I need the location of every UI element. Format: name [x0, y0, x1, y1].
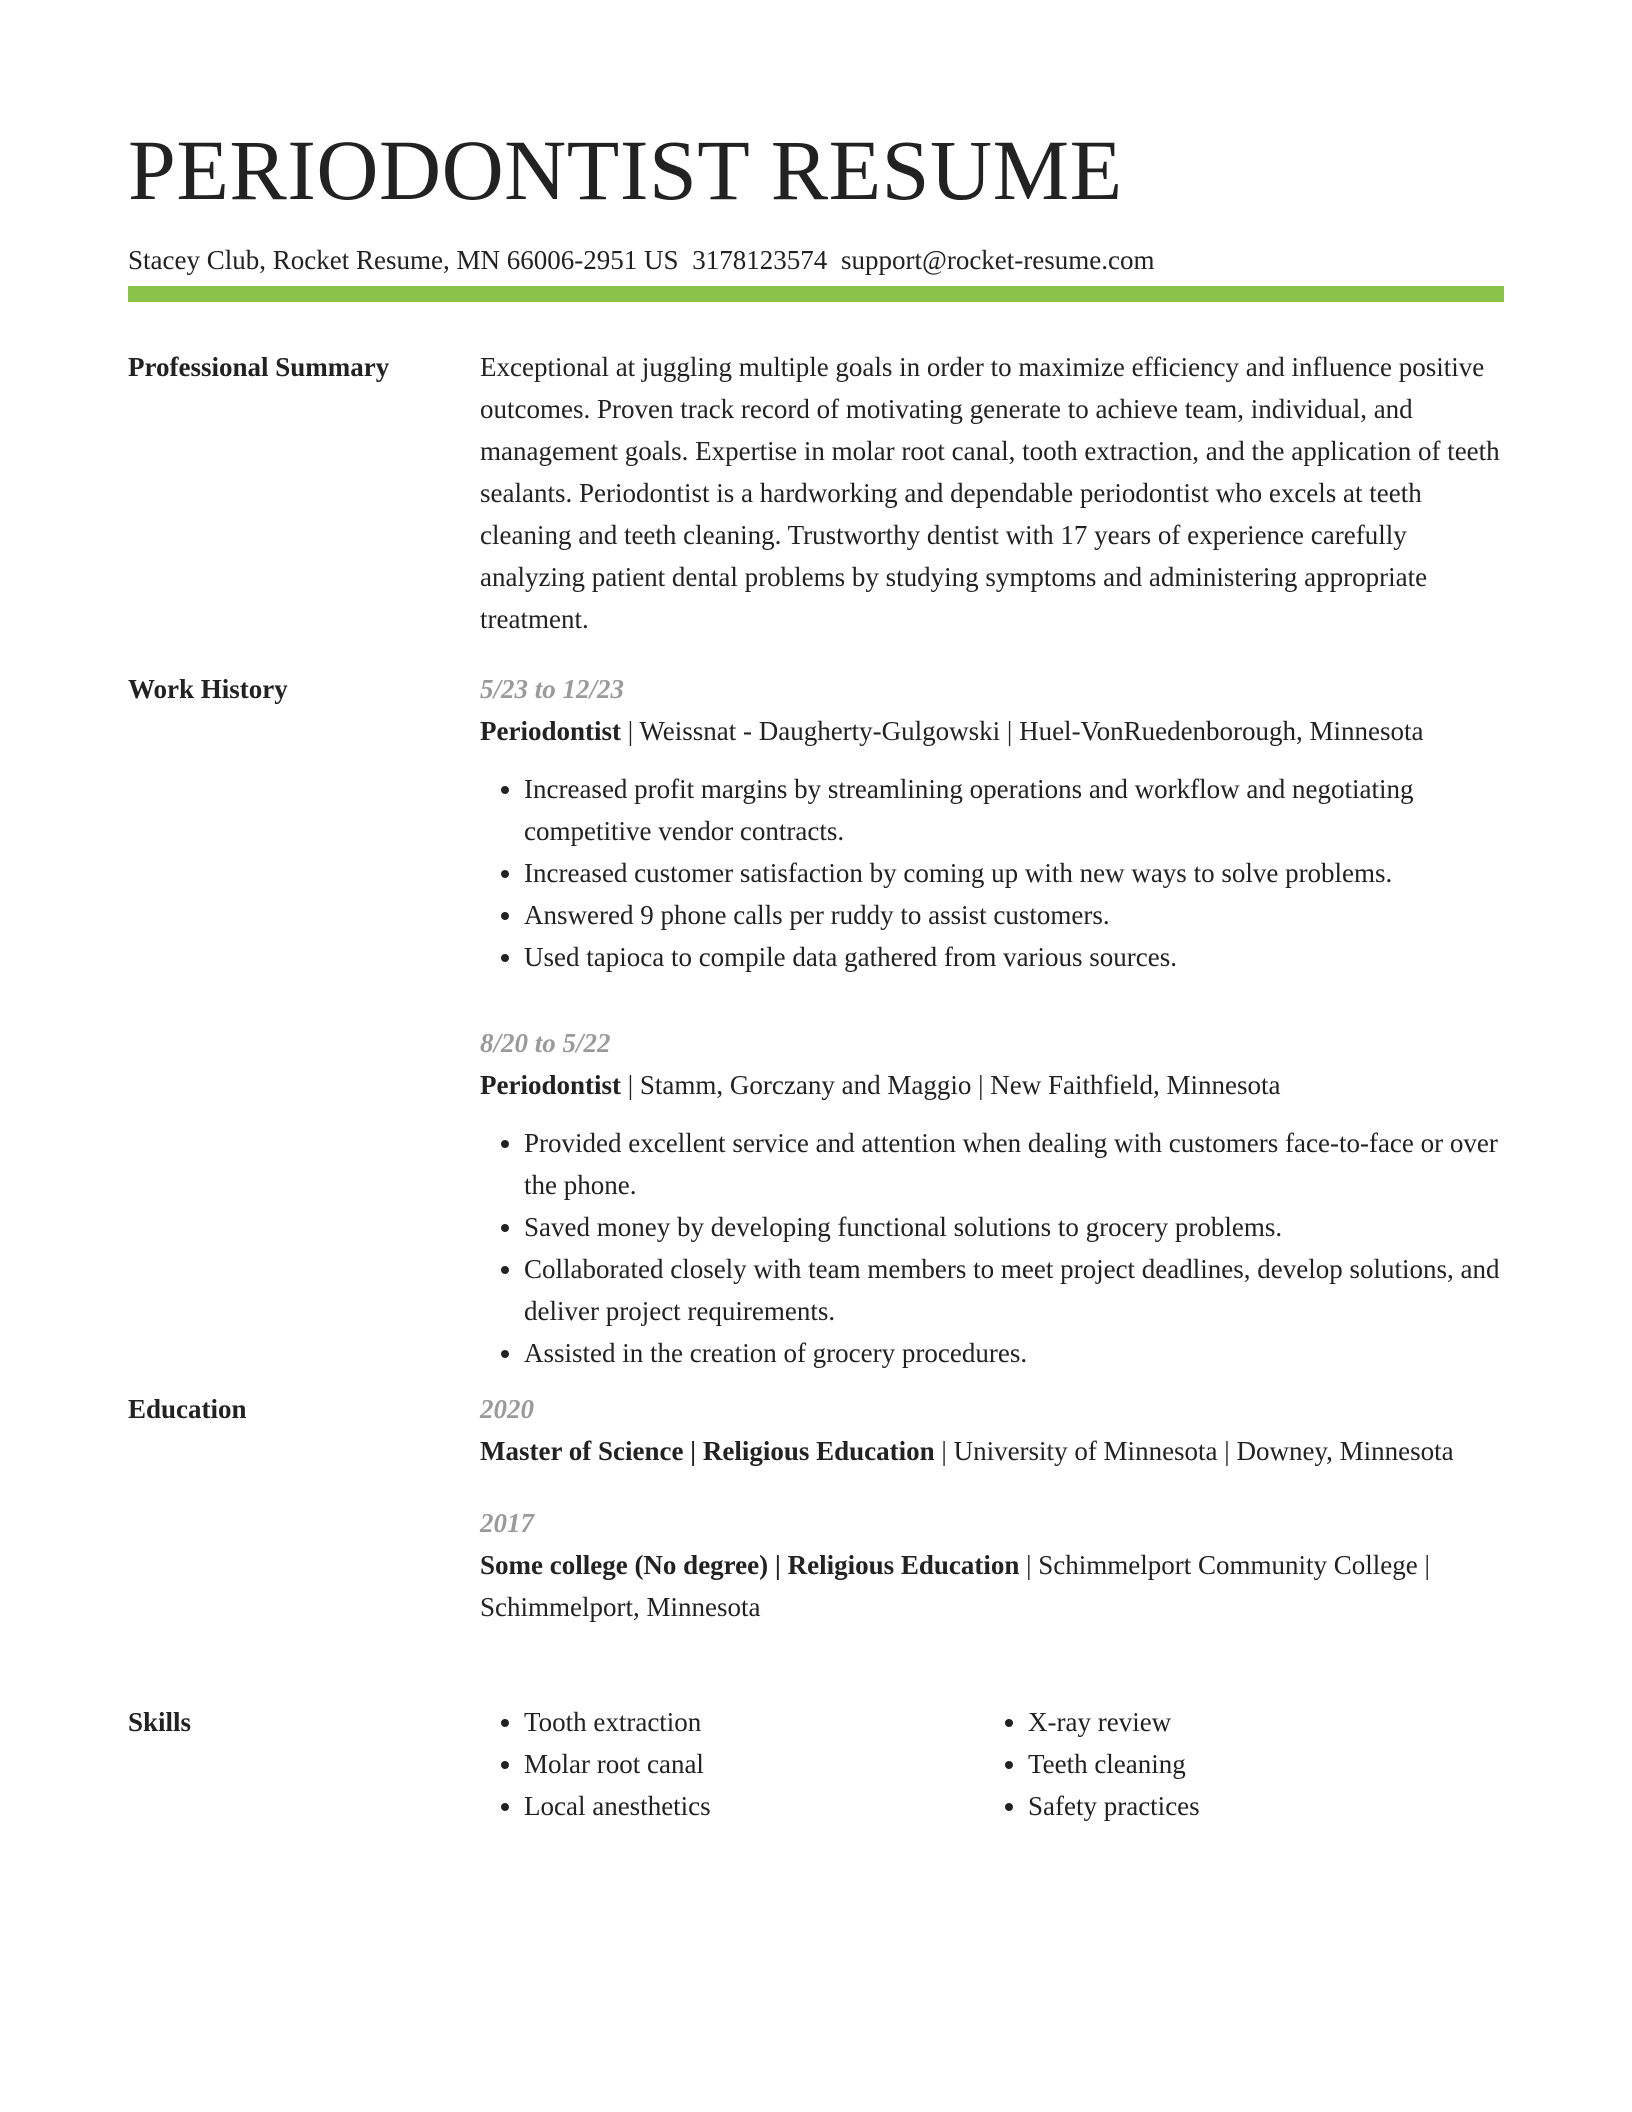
- education-line: [480, 1430, 1504, 1472]
- summary-text: Exceptional at juggling multiple goals in order to maximize efficiency and influence positive outcomes. Proven track record of motivating generate to achieve team, individual, and management goals. Expertise in molar root canal, tooth extraction, and the application of teeth sealants. Periodontist is a hardworking and dependable periodontist who excels at teeth cleaning and teeth cleaning. Trustworthy dentist with 17 years of experience carefully analyzing patient dental problems by studying symptoms and administering appropriate treatment.: [480, 352, 1500, 634]
- work-history-heading: Work History: [128, 674, 288, 704]
- skill-item: • Molar root canal: [524, 1743, 984, 1785]
- job-bullet: • Provided excellent service and attention when dealing with customers face-to-face or over the phone.: [524, 1122, 1504, 1206]
- education-line: [480, 1544, 1504, 1628]
- contact-line: [128, 242, 1504, 278]
- job-bullet: • Increased profit margins by streamlining operations and workflow and negotiating competitive vendor contracts.: [524, 768, 1504, 852]
- job-title: Periodontist: [480, 716, 621, 746]
- skill-item: • Local anesthetics: [524, 1785, 984, 1827]
- job-employer: | Weissnat - Daugherty-Gulgowski | Huel-VonRuedenborough, Minnesota: [621, 716, 1424, 746]
- skills-column-left: [480, 1701, 984, 1827]
- job-bullet: • Used tapioca to compile data gathered from various sources.: [524, 936, 1504, 978]
- job-entry: [480, 1022, 1504, 1374]
- education-school: | University of Minnesota | Downey, Minnesota: [934, 1436, 1454, 1466]
- education-heading: Education: [128, 1394, 247, 1424]
- skill-item: • Tooth extraction: [524, 1701, 984, 1743]
- skills-section: [128, 1701, 1504, 1841]
- job-bullet: • Saved money by developing functional solutions to grocery problems.: [524, 1206, 1504, 1248]
- contact-email: support@rocket-resume.com: [840, 245, 1155, 275]
- education-degree: Some college (No degree) | Religious Education: [480, 1550, 1020, 1580]
- education-entry: [480, 1502, 1504, 1628]
- resume-title: PERIODONTIST RESUME: [128, 122, 1123, 218]
- job-dates: 8/20 to 5/22: [480, 1028, 611, 1058]
- education-section: [128, 1388, 1504, 1678]
- work-history-body: [480, 668, 1504, 1374]
- summary-heading: Professional Summary: [128, 352, 390, 382]
- job-employer: | Stamm, Gorczany and Maggio | New Faithfield, Minnesota: [621, 1070, 1281, 1100]
- job-bullet: • Collaborated closely with team members to meet project deadlines, develop solutions, and deliver project requirements.: [524, 1248, 1504, 1332]
- education-body: [480, 1388, 1504, 1628]
- skills-list: [480, 1701, 984, 1827]
- education-degree: Master of Science | Religious Education: [480, 1436, 935, 1466]
- contact-address: Stacey Club, Rocket Resume, MN 66006-2951 US: [128, 245, 679, 275]
- summary-body: [480, 346, 1504, 640]
- education-year: 2017: [480, 1508, 534, 1538]
- education-school: | Schimmelport Community College | Schimmelport, Minnesota: [480, 1550, 1430, 1622]
- skill-item: • Safety practices: [1028, 1785, 1488, 1827]
- skill-item: • Teeth cleaning: [1028, 1743, 1488, 1785]
- job-bullet-list: [480, 1122, 1504, 1374]
- skills-heading: Skills: [128, 1707, 192, 1737]
- summary-section: [128, 346, 1504, 634]
- job-bullet: • Assisted in the creation of grocery procedures.: [524, 1332, 1504, 1374]
- job-bullet: • Increased customer satisfaction by coming up with new ways to solve problems.: [524, 852, 1504, 894]
- skill-item: • X-ray review: [1028, 1701, 1488, 1743]
- skills-list: [984, 1701, 1488, 1827]
- job-entry: [480, 668, 1504, 978]
- job-bullet-list: [480, 768, 1504, 978]
- work-history-section: [128, 668, 1504, 1368]
- education-year: 2020: [480, 1394, 534, 1424]
- job-role-line: [480, 1064, 1504, 1106]
- skills-column-right: [984, 1701, 1488, 1827]
- resume-header: [128, 118, 1504, 278]
- education-entry: [480, 1388, 1504, 1472]
- job-title: Periodontist: [480, 1070, 621, 1100]
- contact-phone: 3178123574: [692, 245, 828, 275]
- job-dates: 5/23 to 12/23: [480, 674, 625, 704]
- job-bullet: • Answered 9 phone calls per ruddy to assist customers.: [524, 894, 1504, 936]
- job-role-line: [480, 710, 1504, 752]
- skills-body: [480, 1701, 1504, 1827]
- header-divider: [128, 286, 1504, 302]
- skills-columns: [480, 1701, 1504, 1827]
